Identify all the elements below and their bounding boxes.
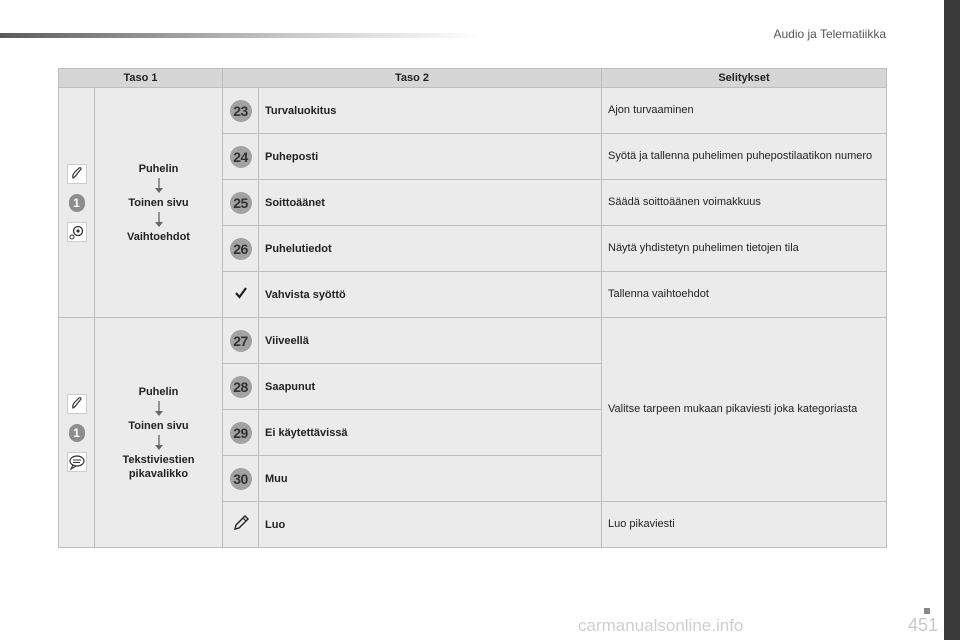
path-step-phone: Puhelin <box>138 162 179 175</box>
header-rule <box>0 33 480 38</box>
row-label: Puheposti <box>259 134 602 180</box>
number-badge: 29 <box>230 422 252 444</box>
row-label: Viiveellä <box>259 318 602 364</box>
table-row <box>59 318 887 364</box>
number-badge: 26 <box>230 238 252 260</box>
pencil-icon <box>232 514 250 532</box>
header-descriptions: Selitykset <box>602 69 887 88</box>
header-level2: Taso 2 <box>223 69 602 88</box>
row-label: Turvaluokitus <box>259 88 602 134</box>
row-label: Saapunut <box>259 364 602 410</box>
message-bubble-icon <box>67 452 87 472</box>
row-label: Ei käytettävissä <box>259 410 602 456</box>
row-description: Tallenna vaihtoehdot <box>602 272 887 318</box>
path-step-options: Vaihtoehdot <box>127 230 190 243</box>
level-badge: 1 <box>69 424 85 442</box>
row-label: Luo <box>259 502 602 548</box>
number-badge: 28 <box>230 376 252 398</box>
menu-table <box>58 68 887 548</box>
arrow-down-icon <box>154 178 164 194</box>
row-label: Muu <box>259 456 602 502</box>
path-step-second-page: Toinen sivu <box>128 196 189 209</box>
settings-gear-icon <box>67 222 87 242</box>
row-description: Luo pikaviesti <box>602 502 887 548</box>
row-label: Puhelutiedot <box>259 226 602 272</box>
number-badge: 24 <box>230 146 252 168</box>
phone-icon <box>67 164 87 184</box>
watermark: carmanualsonline.info <box>578 616 744 635</box>
number-badge: 23 <box>230 100 252 122</box>
row-description: Syötä ja tallenna puhelimen puhepostilaatikon numero <box>602 134 887 180</box>
level1-icons <box>59 318 95 548</box>
row-description: Ajon turvaaminen <box>602 88 887 134</box>
level1-path <box>95 88 223 318</box>
checkmark-icon <box>234 286 248 300</box>
shared-description: Valitse tarpeen mukaan pikaviesti joka kategoriasta <box>602 318 887 502</box>
page-number: 451 <box>907 615 938 635</box>
arrow-down-icon <box>154 212 164 228</box>
level1-icons <box>59 88 95 318</box>
path-step-quick-messages: Tekstiviestien pikavalikko <box>122 453 195 480</box>
level1-path <box>95 318 223 548</box>
number-badge: 30 <box>230 468 252 490</box>
table-header-row <box>59 69 887 88</box>
page-marker <box>924 608 930 614</box>
arrow-down-icon <box>154 401 164 417</box>
path-step-phone: Puhelin <box>138 385 179 398</box>
phone-icon <box>67 394 87 414</box>
row-label: Soittoäänet <box>259 180 602 226</box>
number-badge: 27 <box>230 330 252 352</box>
path-step-second-page: Toinen sivu <box>128 419 189 432</box>
row-description: Säädä soittoäänen voimakkuus <box>602 180 887 226</box>
level-badge: 1 <box>69 194 85 212</box>
row-label: Vahvista syöttö <box>259 272 602 318</box>
header-level1: Taso 1 <box>59 69 223 88</box>
arrow-down-icon <box>154 435 164 451</box>
row-description: Näytä yhdistetyn puhelimen tietojen tila <box>602 226 887 272</box>
number-badge: 25 <box>230 192 252 214</box>
section-title: Audio ja Telematiikka <box>773 27 886 41</box>
page-side-strip <box>944 0 960 640</box>
table-row <box>59 88 887 134</box>
